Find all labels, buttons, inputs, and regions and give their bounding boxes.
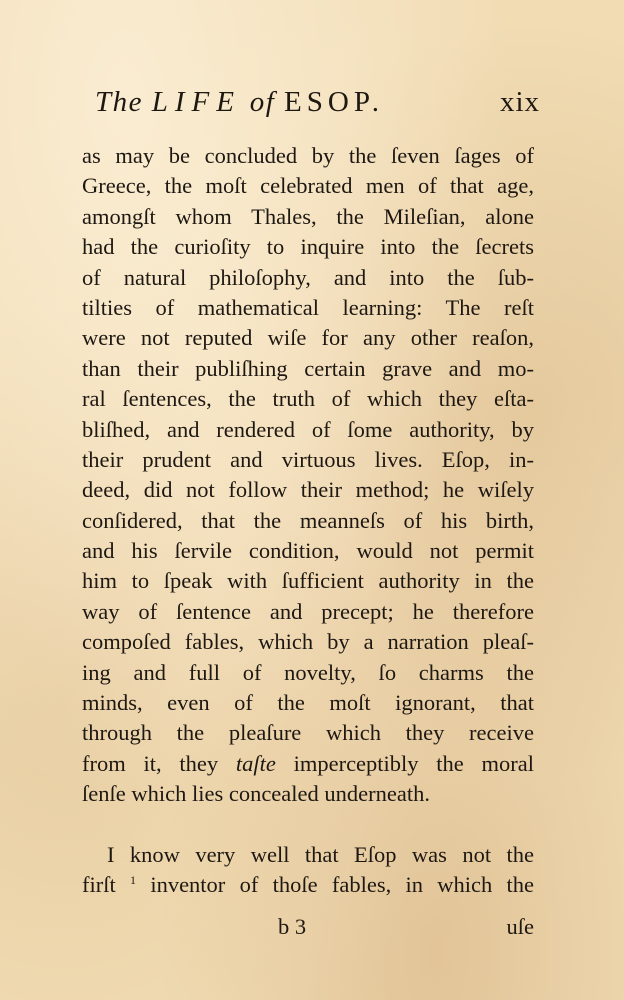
text-line: their prudent and virtuous lives. Eſop, in- xyxy=(82,446,534,472)
text-line: conſidered, that the meanneſs of his birth, xyxy=(82,507,534,533)
running-head-esop: ESOP. xyxy=(284,86,384,118)
text-line: him to ſpeak with ſufficient authority in the xyxy=(82,568,534,594)
text-line: of natural philoſophy, and into the ſub- xyxy=(82,264,534,290)
text-line: had the curioſity to inquire into the ſecrets xyxy=(82,234,534,260)
text-line: minds, even of the moſt ignorant, that xyxy=(82,690,534,716)
running-head-title xyxy=(95,80,384,124)
text-line: amongſt whom Thales, the Mileſian, alone xyxy=(82,203,534,229)
text-line: and his ſervile condition, would not permit xyxy=(82,538,534,564)
body-text xyxy=(82,141,534,900)
text-line: as may be concluded by the ſeven ſages of xyxy=(82,143,534,168)
text-line: through the pleaſure which they receive xyxy=(82,720,534,746)
text-line: ing and full of novelty, ſo charms the xyxy=(82,659,534,685)
text-segment: from it, they xyxy=(82,750,219,776)
text-segment: firſt xyxy=(82,871,116,897)
text-line: tilties of mathematical learning: The reſt xyxy=(82,294,534,320)
text-line: bliſhed, and rendered of ſome authority, by xyxy=(82,416,534,442)
running-head-the: The xyxy=(95,86,143,118)
text-segment: imperceptibly the moral xyxy=(293,750,534,776)
italic-word: taſte xyxy=(235,750,276,776)
text-line xyxy=(82,749,534,779)
text-line: Greece, the moſt celebrated men of that age, xyxy=(82,173,534,199)
text-line: ſenſe which lies concealed underneath. xyxy=(82,781,430,807)
paragraph-gap xyxy=(82,810,534,840)
text-line: than their publiſhing certain grave and mo- xyxy=(82,355,534,381)
text-line xyxy=(82,870,534,900)
text-line: ral ſentences, the truth of which they eſta- xyxy=(82,386,534,412)
text-line: were not reputed wiſe for any other reaſon, xyxy=(82,325,534,351)
running-head-life: LIFE xyxy=(151,86,241,118)
running-head-of: of xyxy=(249,86,276,118)
signature-mark: b 3 xyxy=(278,914,307,939)
text-segment: inventor of thoſe fables, in which the xyxy=(150,871,534,897)
text-line: I know very well that Eſop was not the xyxy=(107,841,534,867)
text-line: compoſed fables, which by a narration pleaſ- xyxy=(82,629,534,655)
text-line: deed, did not follow their method; he wiſely xyxy=(82,477,534,503)
running-head xyxy=(95,80,540,124)
text-line: way of ſentence and precept; he therefore xyxy=(82,598,534,624)
page-number: xix xyxy=(499,86,540,118)
footnote-marker: 1 xyxy=(130,872,137,887)
catchword: uſe xyxy=(506,914,534,939)
